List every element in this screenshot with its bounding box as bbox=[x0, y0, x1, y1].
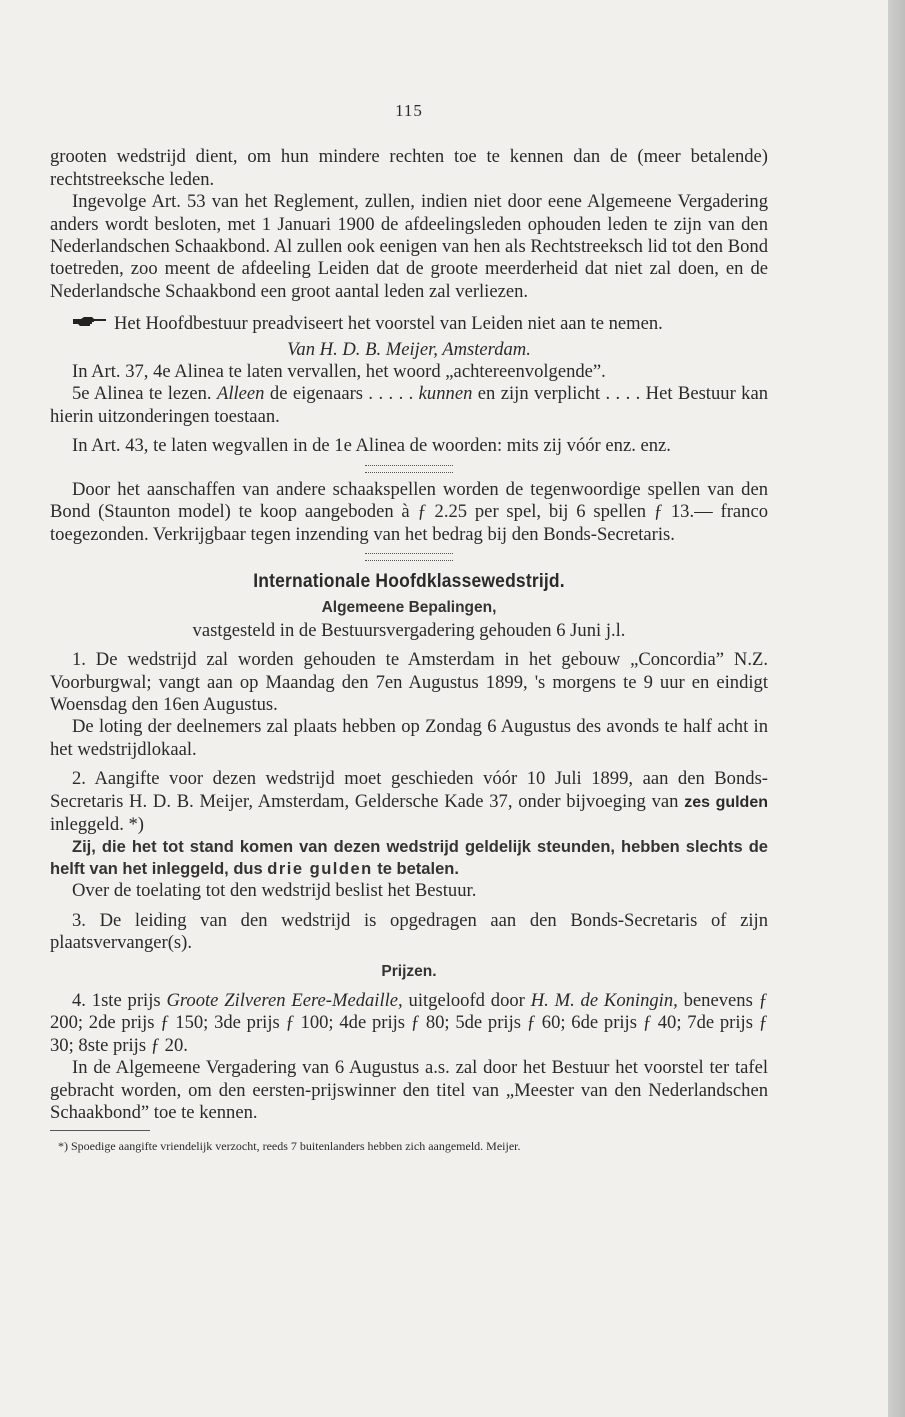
item-2: 2. Aangifte voor dezen wedstrijd moet geschieden vóór 10 Juli 1899, aan den Bonds-Secretaris H. D. B. Meijer, Amsterdam, Geldersche Kade 37, onder bijvoeging van zes gulden inleggeld. *) bbox=[50, 768, 769, 835]
paragraph-ingevolge: Ingevolge Art. 53 van het Reglement, zullen, indien niet door eene Algemeene Vergadering anders wordt besloten, met 1 Januari 1900 de afdeelingsleden ophouden leden te zijn van den Nederlandschen Schaakbond. Al zullen ook eenigen van hen als Rechtstreeksch lid tot den Bond toetreden, zoo meent de afdeeling Leiden dat de groote meerderheid dat niet zal doen, en de Nederlandsche Schaakbond een groot aantal leden zal verliezen. bbox=[50, 191, 768, 302]
section-subtitle: Algemeene Bepalingen, bbox=[321, 599, 497, 617]
schaakspellen-paragraph: Door het aanschaffen van andere schaakspellen worden de tegenwoordige spellen van den Bond (Staunton model) te koop aangeboden à ƒ 2.25 per spel, bij 6 spellen ƒ 13.— franco toegezonden. Verkrijgbaar tegen inzending van het bedrag bij den Bonds-Secretaris. bbox=[50, 478, 768, 545]
item-3: 3. De leiding van den wedstrijd is opgedragen aan den Bonds-Secretaris of zijn plaatsvervanger(s). bbox=[50, 909, 768, 954]
page-text bbox=[50, 100, 768, 1154]
footnote-rule bbox=[50, 1130, 150, 1131]
item-2-toelating: Over de toelating tot den wedstrijd beslist het Bestuur. bbox=[72, 880, 477, 902]
art43-paragraph: In Art. 43, te laten wegvallen in de 1e Alinea de woorden: mits zij vóór enz. enz. bbox=[72, 435, 671, 457]
section-divider-2 bbox=[365, 553, 453, 561]
footnote: *) Spoedige aangifte vriendelijk verzocht, reeds 7 buitenlanders hebben zich aangemeld. Meijer. bbox=[58, 1139, 521, 1154]
item-4-meester: In de Algemeene Vergadering van 6 Augustus a.s. zal door het Bestuur het voorstel ter tafel gebracht worden, om den eersten-prijswinner den titel van „Meester van den Nederlandschen Schaakbond” toe te kennen. bbox=[50, 1057, 768, 1124]
advice-text: Het Hoofdbestuur preadviseert het voorstel van Leiden niet aan te nemen. bbox=[114, 313, 663, 335]
pointing-hand-icon bbox=[72, 313, 114, 335]
item-1: 1. De wedstrijd zal worden gehouden te Amsterdam in het gebouw „Concordia” N.Z. Voorburgwal; vangt aan op Maandag den 7en Augustus 1899, 's morgens te 9 uur en eindigt Woensdag den 16en Augustus. bbox=[50, 649, 768, 715]
art37-paragraph: In Art. 37, 4e Alinea te laten vervallen, het woord „achtereenvolgende”. bbox=[72, 361, 606, 383]
page-edge bbox=[888, 0, 905, 1417]
page-number: 115 bbox=[395, 101, 423, 120]
support-notice: Zij, die het tot stand komen van dezen wedstrijd geldelijk steunden, hebben slechts de helft van het inleggeld, dus drie gulden te betalen. bbox=[50, 838, 768, 879]
art37-alinea5: 5e Alinea te lezen. Alleen de eigenaars . . . . . kunnen en zijn verplicht . . . . Het Bestuur kan hierin uitzonderingen toestaan. bbox=[50, 383, 769, 427]
meijer-heading: Van H. D. B. Meijer, Amsterdam. bbox=[287, 338, 531, 360]
prizes-heading: Prijzen. bbox=[381, 962, 437, 980]
advice-paragraph bbox=[50, 313, 768, 335]
item-4: 4. 1ste prijs Groote Zilveren Eere-Medaille, uitgeloofd door H. M. de Koningin, benevens ƒ 200; 2de prijs ƒ 150; 3de prijs ƒ 100; 4de prijs ƒ 80; 5de prijs ƒ 60; 6de prijs ƒ 40; 7de prijs ƒ 30; 8ste prijs ƒ 20. bbox=[50, 990, 768, 1056]
section-divider bbox=[365, 465, 453, 473]
section-subtitle-date: vastgesteld in de Bestuursvergadering gehouden 6 Juni j.l. bbox=[192, 619, 626, 641]
paragraph-intro: grooten wedstrijd dient, om hun mindere rechten toe te kennen dan de (meer betalende) rechtstreeksche leden. bbox=[50, 146, 768, 190]
item-1-loting: De loting der deelnemers zal plaats hebben op Zondag 6 Augustus des avonds te half acht in het wedstrijdlokaal. bbox=[50, 716, 768, 760]
section-title: Internationale Hoofdklassewedstrijd. bbox=[253, 570, 565, 592]
